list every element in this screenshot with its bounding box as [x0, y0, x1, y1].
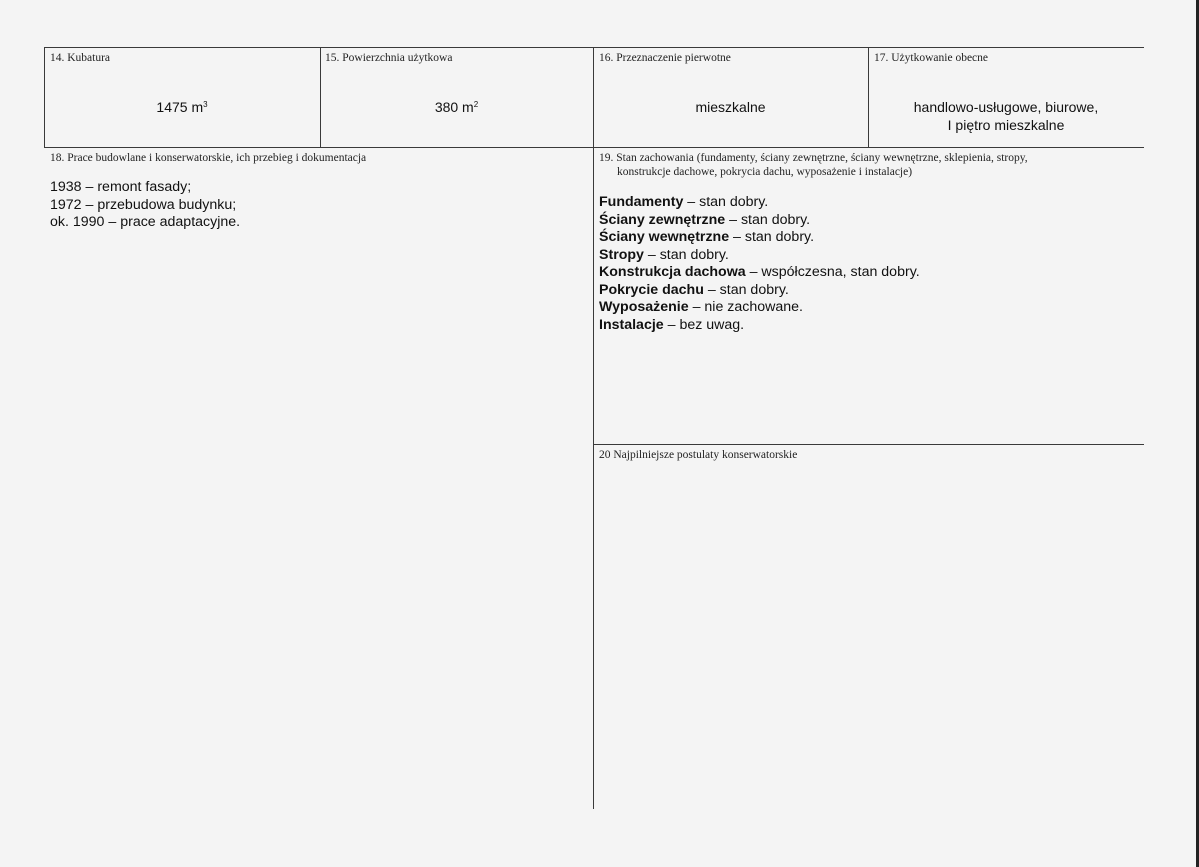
- col-divider-2: [593, 47, 594, 809]
- stan-item: Ściany wewnętrzne – stan dobry.: [599, 229, 815, 245]
- uzytkowanie-label: 17. Użytkowanie obecne: [874, 52, 989, 64]
- przeznaczenie-value: mieszkalne: [695, 99, 766, 115]
- przeznaczenie-label: 16. Przeznaczenie pierwotne: [599, 52, 731, 64]
- prace-line-2: 1972 – przebudowa budynku;: [50, 196, 237, 213]
- postulaty-label: 20 Najpilniejsze postulaty konserwatorskie: [599, 449, 798, 461]
- powierzchnia-label: 15. Powierzchnia użytkowa: [325, 52, 453, 64]
- uzytkowanie-value: [868, 98, 1144, 134]
- stan-item: Instalacje – bez uwag.: [599, 316, 745, 333]
- uzytkowanie-line-2: I piętro mieszkalne: [947, 117, 1065, 133]
- kubatura-label: 14. Kubatura: [50, 52, 111, 64]
- left-border: [44, 47, 45, 147]
- stan-item: Pokrycie dachu – stan dobry.: [599, 281, 789, 298]
- stan-item: Fundamenty – stan dobry.: [599, 194, 769, 210]
- stan-label-line-1: 19. Stan zachowania (fundamenty, ściany zewnętrzne, ściany wewnętrzne, sklepienia, stropy,: [599, 152, 1028, 164]
- stan-item: Konstrukcja dachowa – współczesna, stan dobry.: [599, 264, 920, 280]
- uzytkowanie-line-1: handlowo-usługowe, biurowe,: [913, 99, 1099, 115]
- stan-list: [599, 194, 920, 334]
- stan-item: Ściany zewnętrzne – stan dobry.: [599, 211, 811, 228]
- prace-line-3: ok. 1990 – prace adaptacyjne.: [50, 214, 241, 230]
- powierzchnia-value: 380 $m^2$: [434, 99, 479, 115]
- kubatura-value: 1475 $m^3$: [156, 99, 208, 115]
- stan-label-line-2: konstrukcje dachowe, pokrycia dachu, wyposażenie i instalacje): [617, 166, 913, 178]
- col-divider-1: [320, 47, 321, 147]
- top-border: [44, 47, 1144, 48]
- prace-line-1: 1938 – remont fasady;: [50, 179, 192, 195]
- stan-item: Wyposażenie – nie zachowane.: [599, 299, 803, 315]
- row-divider: [44, 147, 1144, 148]
- prace-label: 18. Prace budowlane i konserwatorskie, ich przebieg i dokumentacja: [50, 152, 367, 164]
- prace-list: [50, 179, 240, 232]
- section-19-20-divider: [593, 444, 1144, 445]
- stan-item: Stropy – stan dobry.: [599, 246, 729, 263]
